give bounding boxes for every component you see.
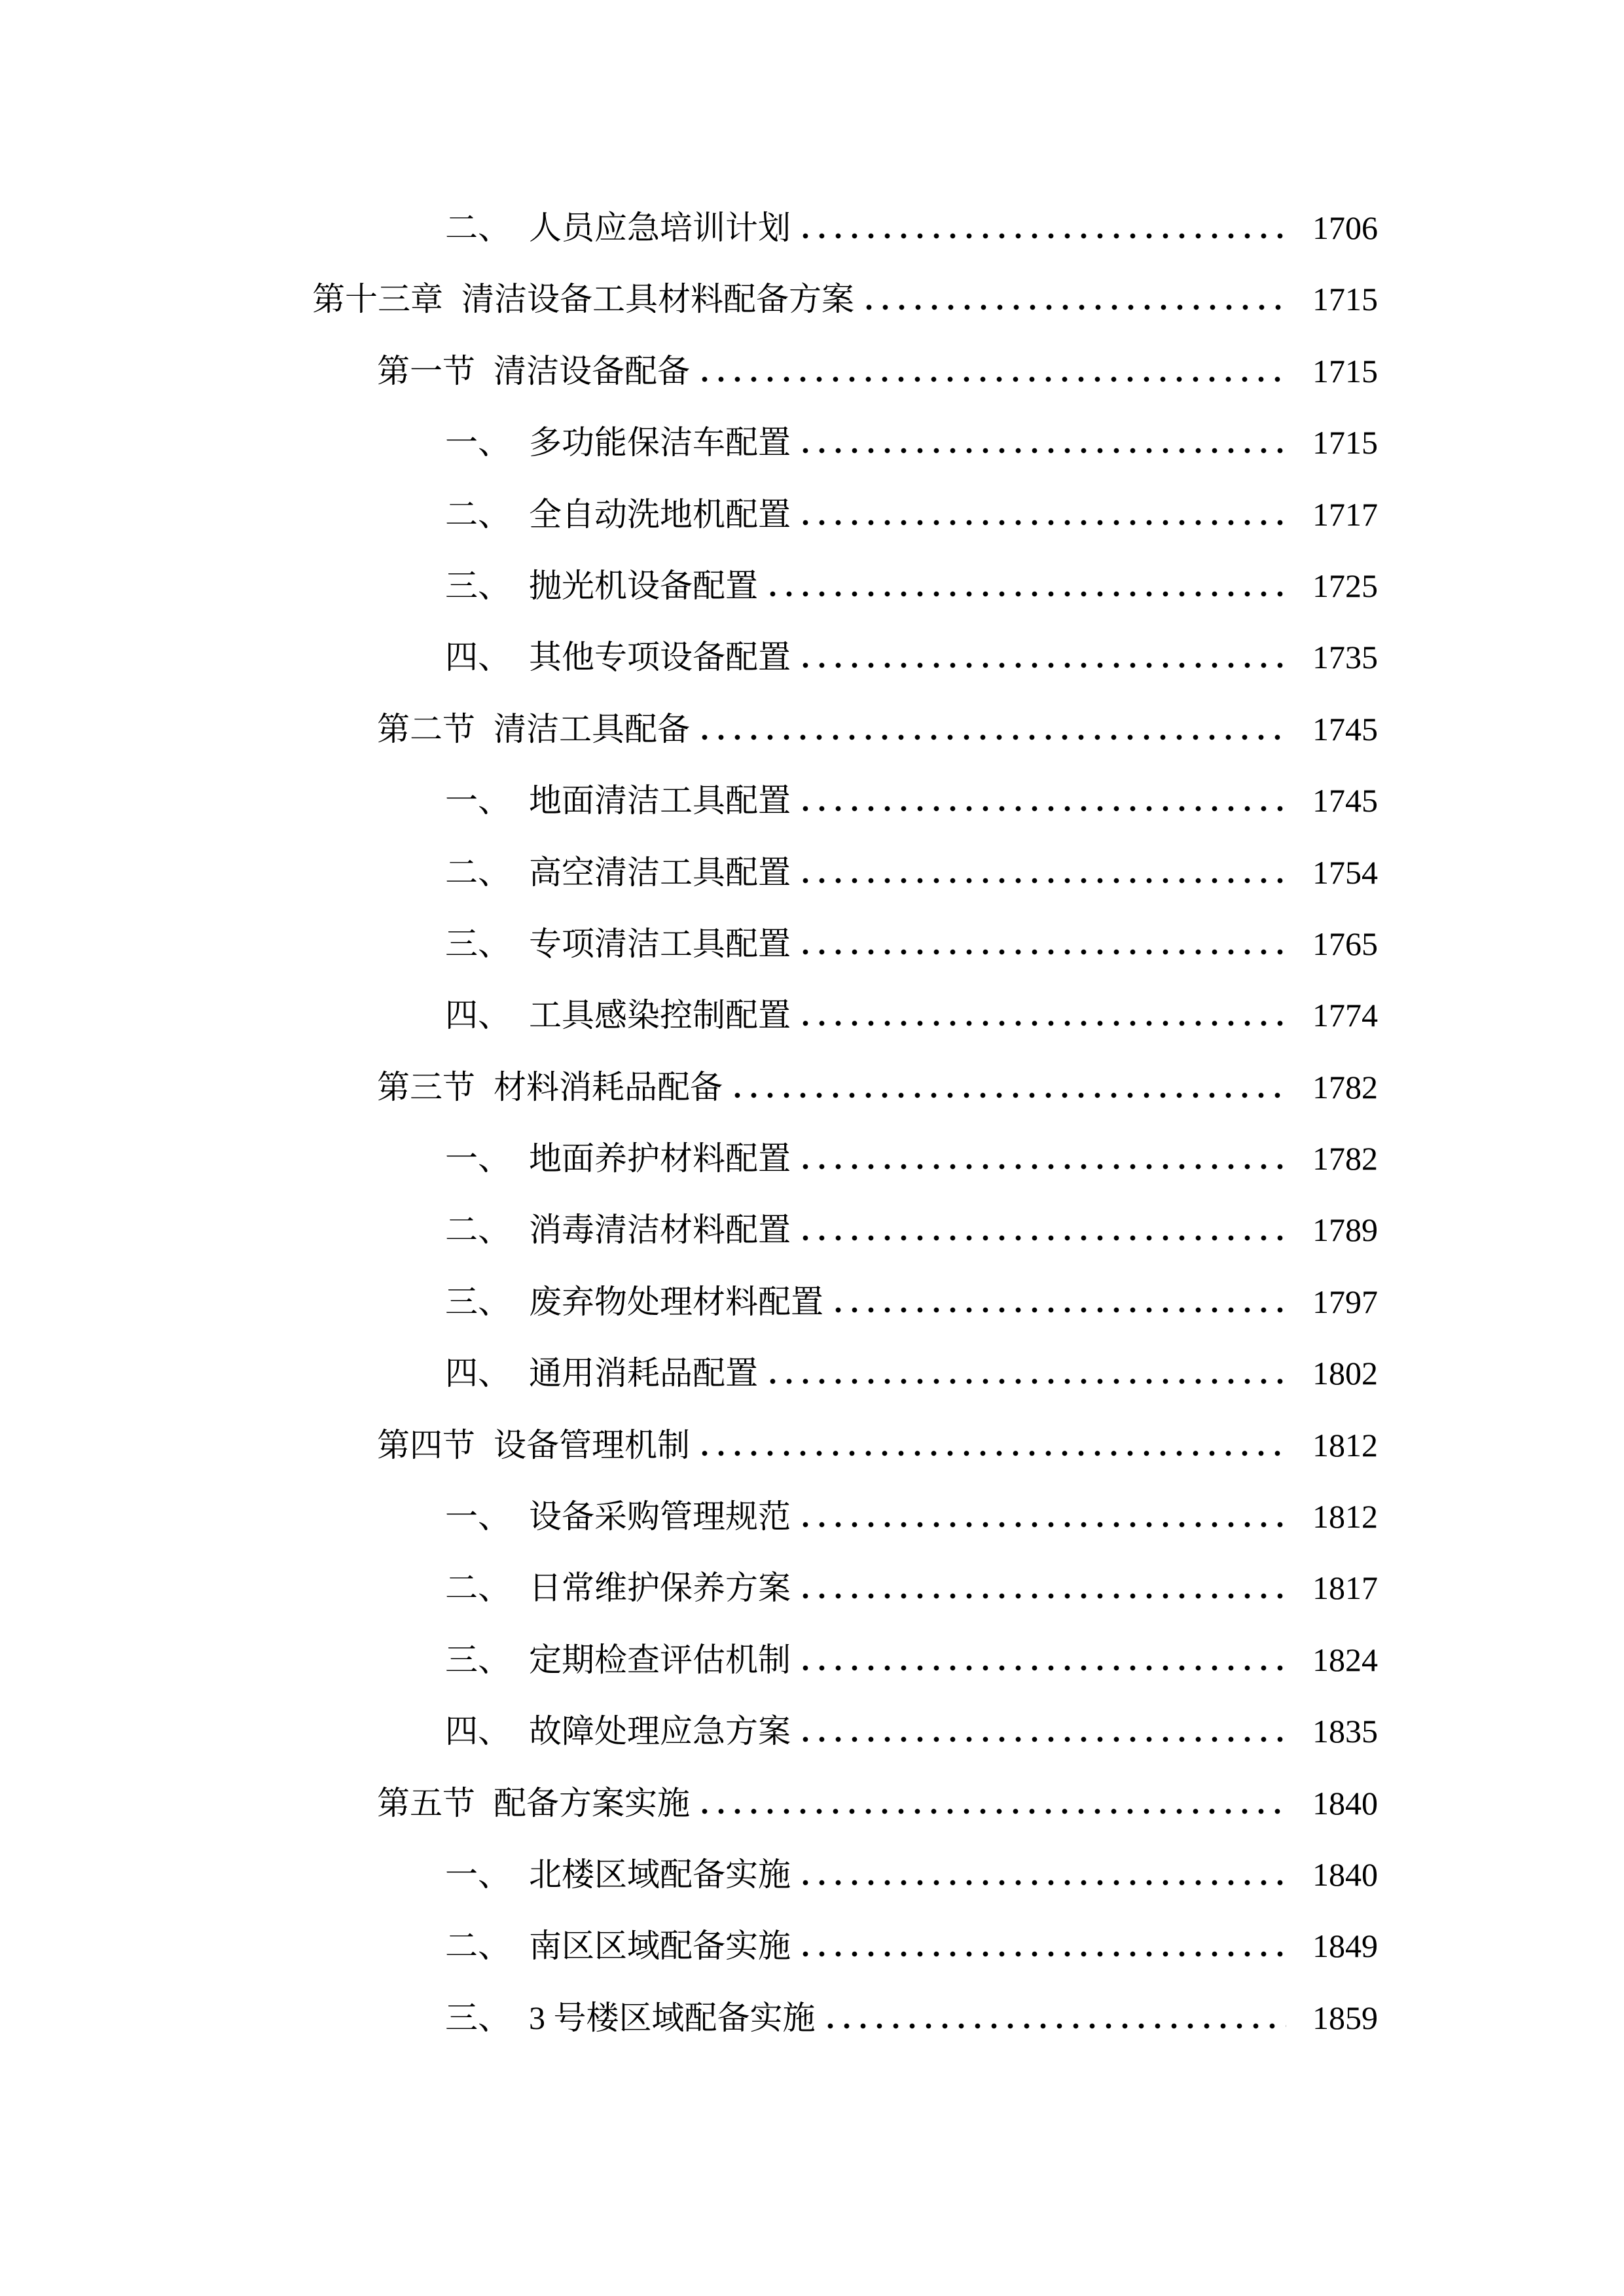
entry-title: 消毒清洁材料配置 xyxy=(529,1211,791,1249)
entry-title: 故障处理应急方案 xyxy=(529,1713,791,1750)
dot-leader xyxy=(797,1522,1286,1528)
entry-number: 二、 xyxy=(445,1211,511,1249)
entry-page-number: 1706 xyxy=(1312,209,1378,246)
dot-leader xyxy=(797,233,1286,239)
toc-entry xyxy=(0,256,1378,327)
dot-leader xyxy=(797,662,1286,668)
dot-leader xyxy=(696,376,1286,382)
toc-entry xyxy=(0,1473,1378,1545)
dot-leader xyxy=(797,1736,1286,1742)
entry-page-number: 1782 xyxy=(1312,1140,1378,1177)
dot-leader xyxy=(797,806,1286,812)
entry-page-number: 1715 xyxy=(1312,281,1378,318)
entry-page-number: 1840 xyxy=(1312,1784,1378,1821)
toc-entry xyxy=(0,972,1378,1043)
entry-title: 通用消耗品配置 xyxy=(529,1355,758,1392)
entry-page-number: 1812 xyxy=(1312,1498,1378,1535)
entry-title: 日常维护保养方案 xyxy=(529,1570,791,1607)
entry-number: 第三节 xyxy=(377,1068,475,1105)
entry-title: 设备管理机制 xyxy=(494,1426,690,1463)
entry-page-number: 1774 xyxy=(1312,997,1378,1034)
entry-page-number: 1725 xyxy=(1312,567,1378,604)
entry-page-number: 1735 xyxy=(1312,639,1378,676)
entry-page-number: 1754 xyxy=(1312,853,1378,891)
entry-page-number: 1817 xyxy=(1312,1570,1378,1607)
entry-title: 工具感染控制配置 xyxy=(529,997,791,1034)
entry-number: 第一节 xyxy=(377,352,475,389)
dot-leader xyxy=(797,1020,1286,1026)
entry-number: 第二节 xyxy=(377,710,475,747)
entry-number: 二、 xyxy=(445,853,511,891)
dot-leader xyxy=(797,1164,1286,1170)
toc-entry xyxy=(0,1975,1378,2046)
entry-title: 北楼区域配备实施 xyxy=(529,1856,791,1893)
entry-page-number: 1797 xyxy=(1312,1283,1378,1320)
entry-number: 二、 xyxy=(445,1928,511,1965)
toc-entry xyxy=(0,1688,1378,1759)
entry-number: 一、 xyxy=(445,782,511,819)
dot-leader xyxy=(797,448,1286,454)
entry-title: 其他专项设备配置 xyxy=(529,639,791,676)
entry-title: 定期检查评估机制 xyxy=(529,1641,791,1678)
dot-leader xyxy=(797,1235,1286,1241)
dot-leader xyxy=(861,304,1286,310)
entry-title: 材料消耗品配备 xyxy=(494,1068,723,1105)
toc-entry xyxy=(0,686,1378,757)
dot-leader xyxy=(797,520,1286,526)
toc-entry xyxy=(0,1402,1378,1473)
toc-entry xyxy=(0,328,1378,399)
entry-title: 人员应急培训计划 xyxy=(529,209,791,246)
entry-page-number: 1802 xyxy=(1312,1355,1378,1392)
entry-title: 地面清洁工具配置 xyxy=(529,782,791,819)
entry-page-number: 1824 xyxy=(1312,1641,1378,1678)
entry-title: 废弃物处理材料配置 xyxy=(529,1283,823,1320)
entry-number: 三、 xyxy=(445,925,511,962)
entry-page-number: 1859 xyxy=(1312,1999,1378,2036)
dot-leader xyxy=(797,878,1286,884)
entry-page-number: 1835 xyxy=(1312,1713,1378,1750)
entry-number: 二、 xyxy=(445,1570,511,1607)
entry-number: 三、 xyxy=(445,1999,511,2036)
entry-title: 清洁设备工具材料配备方案 xyxy=(461,281,854,318)
entry-page-number: 1717 xyxy=(1312,495,1378,533)
entry-number: 第十三章 xyxy=(312,281,443,318)
entry-title: 地面养护材料配置 xyxy=(529,1140,791,1177)
entry-page-number: 1745 xyxy=(1312,710,1378,747)
entry-page-number: 1840 xyxy=(1312,1856,1378,1893)
entry-title: 设备采购管理规范 xyxy=(529,1498,791,1535)
toc-entry xyxy=(0,757,1378,829)
entry-number: 四、 xyxy=(445,1355,511,1392)
entry-number: 一、 xyxy=(445,1856,511,1893)
entry-number: 第五节 xyxy=(377,1784,475,1821)
entry-page-number: 1849 xyxy=(1312,1928,1378,1965)
entry-title: 清洁设备配备 xyxy=(494,352,690,389)
toc-entry xyxy=(0,614,1378,685)
entry-number: 四、 xyxy=(445,1713,511,1750)
toc-entry xyxy=(0,1044,1378,1115)
entry-number: 三、 xyxy=(445,1641,511,1678)
toc-list xyxy=(0,185,1378,2046)
dot-leader xyxy=(797,1880,1286,1886)
toc-entry xyxy=(0,1831,1378,1903)
entry-number: 第四节 xyxy=(377,1426,475,1463)
toc-entry xyxy=(0,1115,1378,1187)
dot-leader xyxy=(765,591,1286,597)
entry-page-number: 1782 xyxy=(1312,1068,1378,1105)
toc-entry xyxy=(0,1903,1378,1974)
toc-entry xyxy=(0,399,1378,471)
entry-page-number: 1745 xyxy=(1312,782,1378,819)
entry-page-number: 1765 xyxy=(1312,925,1378,962)
entry-title: 抛光机设备配置 xyxy=(529,567,758,604)
toc-entry xyxy=(0,901,1378,972)
toc-entry xyxy=(0,1330,1378,1401)
dot-leader xyxy=(696,1450,1286,1456)
entry-page-number: 1715 xyxy=(1312,352,1378,389)
entry-number: 三、 xyxy=(445,1283,511,1320)
toc-entry xyxy=(0,1760,1378,1831)
entry-title: 南区区域配备实施 xyxy=(529,1928,791,1965)
entry-title: 配备方案实施 xyxy=(494,1784,690,1821)
entry-number: 三、 xyxy=(445,567,511,604)
entry-title: 多功能保洁车配置 xyxy=(529,424,791,461)
dot-leader xyxy=(729,1092,1286,1098)
entry-page-number: 1715 xyxy=(1312,424,1378,461)
dot-leader xyxy=(797,949,1286,955)
entry-title: 清洁工具配备 xyxy=(494,710,690,747)
dot-leader xyxy=(830,1307,1286,1313)
entry-number: 一、 xyxy=(445,1140,511,1177)
dot-leader xyxy=(797,1593,1286,1599)
toc-entry xyxy=(0,829,1378,901)
entry-number: 一、 xyxy=(445,1498,511,1535)
entry-title: 全自动洗地机配置 xyxy=(529,495,791,533)
toc-entry xyxy=(0,471,1378,543)
entry-page-number: 1812 xyxy=(1312,1426,1378,1463)
toc-entry xyxy=(0,1545,1378,1616)
entry-number: 一、 xyxy=(445,424,511,461)
entry-title: 专项清洁工具配置 xyxy=(529,925,791,962)
entry-number: 二、 xyxy=(445,495,511,533)
entry-title: 3 号楼区域配备实施 xyxy=(529,1999,816,2036)
entry-number: 二、 xyxy=(445,209,511,246)
dot-leader xyxy=(797,1665,1286,1671)
dot-leader xyxy=(797,1951,1286,1957)
dot-leader xyxy=(822,2023,1287,2029)
toc-entry xyxy=(0,543,1378,614)
toc-entry xyxy=(0,185,1378,256)
entry-page-number: 1789 xyxy=(1312,1211,1378,1249)
toc-entry xyxy=(0,1187,1378,1258)
entry-number: 四、 xyxy=(445,639,511,676)
toc-entry xyxy=(0,1617,1378,1688)
toc-entry xyxy=(0,1259,1378,1330)
entry-number: 四、 xyxy=(445,997,511,1034)
dot-leader xyxy=(696,734,1286,740)
dot-leader xyxy=(696,1808,1286,1814)
dot-leader xyxy=(765,1378,1286,1384)
entry-title: 高空清洁工具配置 xyxy=(529,853,791,891)
